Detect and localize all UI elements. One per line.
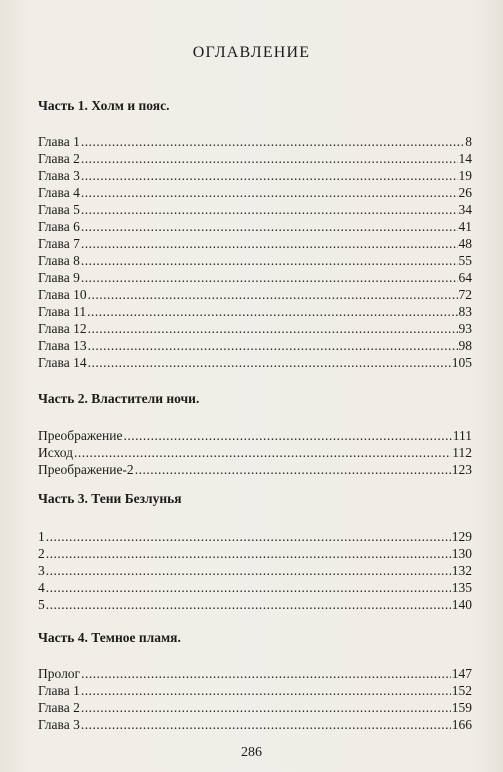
dot-leader (74, 444, 451, 461)
toc-entry (38, 337, 472, 354)
page-title: ОГЛАВЛЕНИЕ (192, 44, 311, 61)
toc-entry (38, 184, 472, 201)
toc-entry (38, 545, 472, 562)
entry-page: 98 (458, 338, 472, 353)
toc-entry (38, 218, 472, 235)
entry-page: 14 (458, 151, 472, 166)
toc-entry (38, 167, 472, 184)
entry-label: Преображение-2 (38, 462, 134, 477)
toc-entry (38, 716, 472, 733)
dot-leader (81, 167, 458, 184)
entry-label: Глава 8 (38, 253, 80, 268)
page-number: 286 (241, 745, 262, 760)
toc-entry (38, 444, 472, 461)
entry-label: Глава 1 (38, 683, 80, 698)
part-3-entries (38, 528, 472, 613)
part-heading-4: Часть 4. Темное пламя. (38, 630, 181, 645)
toc-entry (38, 461, 472, 478)
dot-leader (87, 303, 457, 320)
entry-label: Глава 12 (38, 321, 87, 336)
toc-entry (38, 528, 472, 545)
dot-leader (88, 337, 458, 354)
entry-label: Глава 14 (38, 355, 87, 370)
dot-leader (46, 562, 451, 579)
dot-leader (46, 545, 451, 562)
entry-page: 140 (451, 597, 472, 612)
dot-leader (81, 133, 464, 150)
entry-label: Исход (38, 445, 74, 460)
entry-label: 2 (38, 546, 45, 561)
entry-page: 72 (458, 287, 472, 302)
toc-entry (38, 201, 472, 218)
dot-leader (46, 528, 451, 545)
entry-label: Глава 2 (38, 700, 80, 715)
entry-label: 1 (38, 529, 45, 544)
entry-label: Пролог (38, 666, 81, 681)
entry-label: Глава 13 (38, 338, 87, 353)
dot-leader (81, 665, 451, 682)
entry-page: 26 (458, 185, 472, 200)
toc-entry (38, 699, 472, 716)
toc-entry (38, 286, 472, 303)
toc-entry (38, 427, 472, 444)
entry-label: Глава 9 (38, 270, 80, 285)
entry-label: Глава 5 (38, 202, 80, 217)
toc-entry (38, 133, 472, 150)
entry-label: Глава 6 (38, 219, 80, 234)
entry-page: 129 (451, 529, 472, 544)
part-heading-2: Часть 2. Властители ночи. (38, 391, 200, 406)
toc-entry (38, 354, 472, 371)
entry-page: 152 (451, 683, 472, 698)
toc-entry (38, 235, 472, 252)
entry-label: Глава 7 (38, 236, 80, 251)
dot-leader (135, 461, 451, 478)
dot-leader (88, 320, 458, 337)
entry-label: Глава 11 (38, 304, 87, 319)
dot-leader (81, 235, 458, 252)
toc-entry (38, 269, 472, 286)
toc-entry (38, 150, 472, 167)
entry-label: Глава 3 (38, 168, 80, 183)
dot-leader (81, 699, 451, 716)
entry-label: Преображение (38, 428, 123, 443)
part-heading-1: Часть 1. Холм и пояс. (38, 98, 170, 113)
part-1-entries (38, 133, 472, 371)
dot-leader (46, 596, 451, 613)
dot-leader (81, 269, 458, 286)
dot-leader (81, 218, 458, 235)
toc-entry (38, 665, 472, 682)
entry-page: 123 (451, 462, 472, 477)
part-4-entries (38, 665, 472, 733)
entry-page: 166 (451, 717, 472, 732)
dot-leader (81, 252, 458, 269)
toc-entry (38, 562, 472, 579)
entry-label: 5 (38, 597, 45, 612)
entry-page: 147 (451, 666, 472, 681)
entry-page: 34 (458, 202, 472, 217)
toc-entry (38, 682, 472, 699)
entry-page: 130 (451, 546, 472, 561)
dot-leader (123, 427, 451, 444)
entry-label: Глава 2 (38, 151, 80, 166)
toc-entry (38, 252, 472, 269)
toc-entry (38, 596, 472, 613)
toc-entry (38, 320, 472, 337)
entry-label: 3 (38, 563, 45, 578)
part-2-entries (38, 427, 472, 478)
dot-leader (46, 579, 451, 596)
entry-page: 132 (451, 563, 472, 578)
entry-label: Глава 4 (38, 185, 80, 200)
part-heading-3: Часть 3. Тени Безлунья (38, 491, 182, 506)
entry-page: 55 (458, 253, 472, 268)
entry-page: 111 (452, 428, 472, 443)
entry-page: 8 (465, 134, 472, 149)
entry-page: 112 (452, 445, 472, 460)
entry-page: 93 (458, 321, 472, 336)
dot-leader (81, 716, 451, 733)
entry-label: Глава 10 (38, 287, 87, 302)
entry-page: 159 (451, 700, 472, 715)
entry-page: 48 (458, 236, 472, 251)
dot-leader (81, 201, 458, 218)
toc-entry (38, 579, 472, 596)
entry-label: Глава 1 (38, 134, 80, 149)
entry-page: 83 (458, 304, 472, 319)
dot-leader (81, 150, 458, 167)
entry-page: 19 (458, 168, 472, 183)
dot-leader (88, 286, 458, 303)
dot-leader (88, 354, 451, 371)
entry-label: 4 (38, 580, 45, 595)
entry-page: 41 (458, 219, 472, 234)
dot-leader (81, 184, 458, 201)
entry-label: Глава 3 (38, 717, 80, 732)
entry-page: 64 (458, 270, 472, 285)
toc-entry (38, 303, 472, 320)
entry-page: 135 (451, 580, 472, 595)
dot-leader (81, 682, 451, 699)
entry-page: 105 (451, 355, 472, 370)
